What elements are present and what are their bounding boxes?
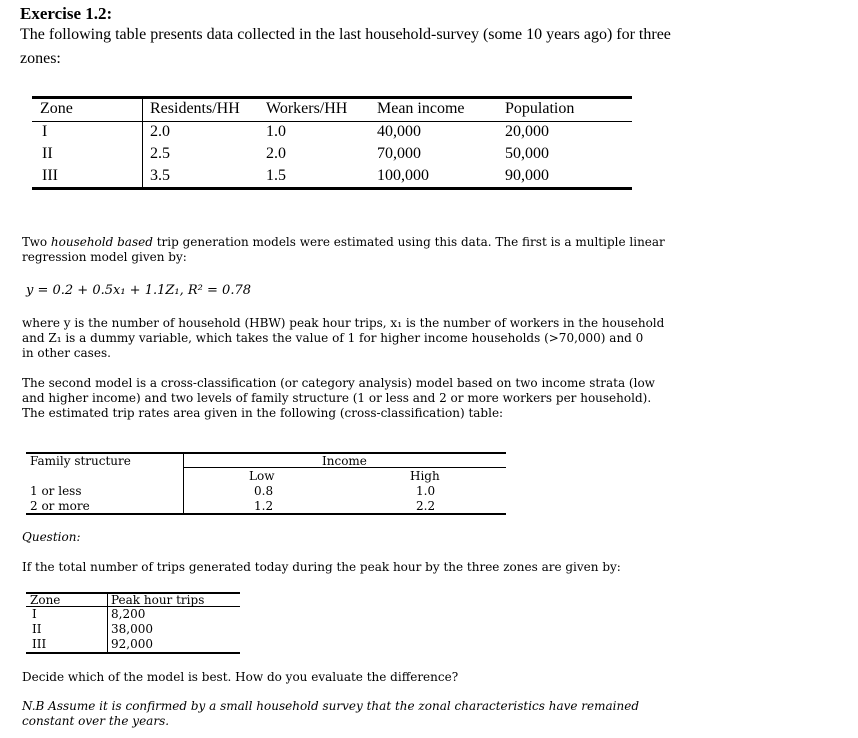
intro-line-1: The following table presents data collected in the last household-survey (some 10 years ago) for three	[20, 26, 671, 43]
trips-table-cell: III	[32, 637, 47, 651]
zone-table-header: Population	[505, 100, 575, 117]
cross-table-cell: 2.2	[416, 499, 436, 513]
trips-table-header: Zone	[30, 593, 61, 607]
paragraph-1-line-2: regression model given by:	[22, 250, 187, 264]
zone-table-cell: 2.0	[150, 123, 170, 140]
cross-table-cell: 1.0	[416, 484, 436, 498]
zone-table-cell: 3.5	[150, 167, 170, 184]
paragraph-3-line-1: The second model is a cross-classification (or category analysis) model based on two income strata (low	[22, 376, 655, 390]
trips-table-cell: 38,000	[111, 622, 153, 636]
zone-table-cell: II	[42, 145, 53, 162]
zone-table-cell: I	[42, 123, 48, 140]
cross-table-cell: 0.8	[254, 484, 274, 498]
exercise-title: Exercise 1.2:	[20, 4, 113, 23]
zone-table-cell: 100,000	[377, 167, 429, 184]
question-label: Question:	[22, 530, 81, 544]
cross-table-row-label: 2 or more	[30, 499, 90, 513]
note-line-2: constant over the years.	[22, 714, 170, 728]
trips-table-divider	[107, 594, 108, 652]
cross-table-cell: 1.2	[254, 499, 274, 513]
trips-table-cell: 92,000	[111, 637, 153, 651]
paragraph-2-line-1: where y is the number of household (HBW) peak hour trips, x₁ is the number of workers in the household	[22, 316, 665, 330]
zone-table-cell: 40,000	[377, 123, 421, 140]
trips-table-cell: I	[32, 607, 37, 621]
trips-table-header: Peak hour trips	[111, 593, 205, 607]
trips-table-cell: II	[32, 622, 42, 636]
zone-table-divider	[142, 99, 143, 187]
question-text: If the total number of trips generated today during the peak hour by the three zones are given by:	[22, 560, 621, 574]
zone-table-cell: 1.0	[266, 123, 286, 140]
cross-table-bottom-rule	[26, 513, 506, 515]
zone-table-cell: 50,000	[505, 145, 549, 162]
zone-table-cell: 1.5	[266, 167, 286, 184]
zone-table-header: Zone	[40, 100, 73, 117]
zone-table-header: Residents/HH	[150, 100, 240, 117]
zone-table-cell: 2.0	[266, 145, 286, 162]
cross-table-row-header: Family structure	[30, 454, 131, 468]
paragraph-1-line-1: Two household based trip generation models were estimated using this data. The first is a multiple linear	[22, 235, 665, 249]
cross-table-row-label: 1 or less	[30, 484, 82, 498]
cross-table-low-header: Low	[249, 469, 275, 483]
paragraph-2-line-3: in other cases.	[22, 346, 111, 360]
zone-table-cell: 70,000	[377, 145, 421, 162]
zone-table-cell: 90,000	[505, 167, 549, 184]
trips-table-bottom-rule	[26, 652, 240, 654]
paragraph-2-line-2: and Z₁ is a dummy variable, which takes the value of 1 for higher income households (>70,000) and 0	[22, 331, 644, 345]
intro-line-2: zones:	[20, 50, 61, 67]
zone-table-cell: III	[42, 167, 58, 184]
zone-table-header: Mean income	[377, 100, 465, 117]
zone-table-bottom-rule	[32, 187, 632, 190]
zone-table-cell: 20,000	[505, 123, 549, 140]
zone-table-cell: 2.5	[150, 145, 170, 162]
cross-table-income-header: Income	[322, 454, 367, 468]
note-line-1: N.B Assume it is confirmed by a small household survey that the zonal characteristics have remained	[22, 699, 640, 713]
cross-table-high-header: High	[410, 469, 440, 483]
paragraph-3-line-2: and higher income) and two levels of family structure (1 or less and 2 or more workers per household).	[22, 391, 652, 405]
paragraph-3-line-3: The estimated trip rates area given in the following (cross-classification) table:	[22, 406, 504, 420]
zone-table-header: Workers/HH	[266, 100, 348, 117]
zone-table-top-rule	[32, 96, 632, 99]
cross-table-divider	[183, 454, 184, 513]
trips-table-cell: 8,200	[111, 607, 146, 621]
regression-equation: y = 0.2 + 0.5x₁ + 1.1Z₁, R² = 0.78	[26, 283, 251, 298]
decide-text: Decide which of the model is best. How do you evaluate the difference?	[22, 670, 459, 684]
zone-table-header-rule	[32, 121, 632, 122]
